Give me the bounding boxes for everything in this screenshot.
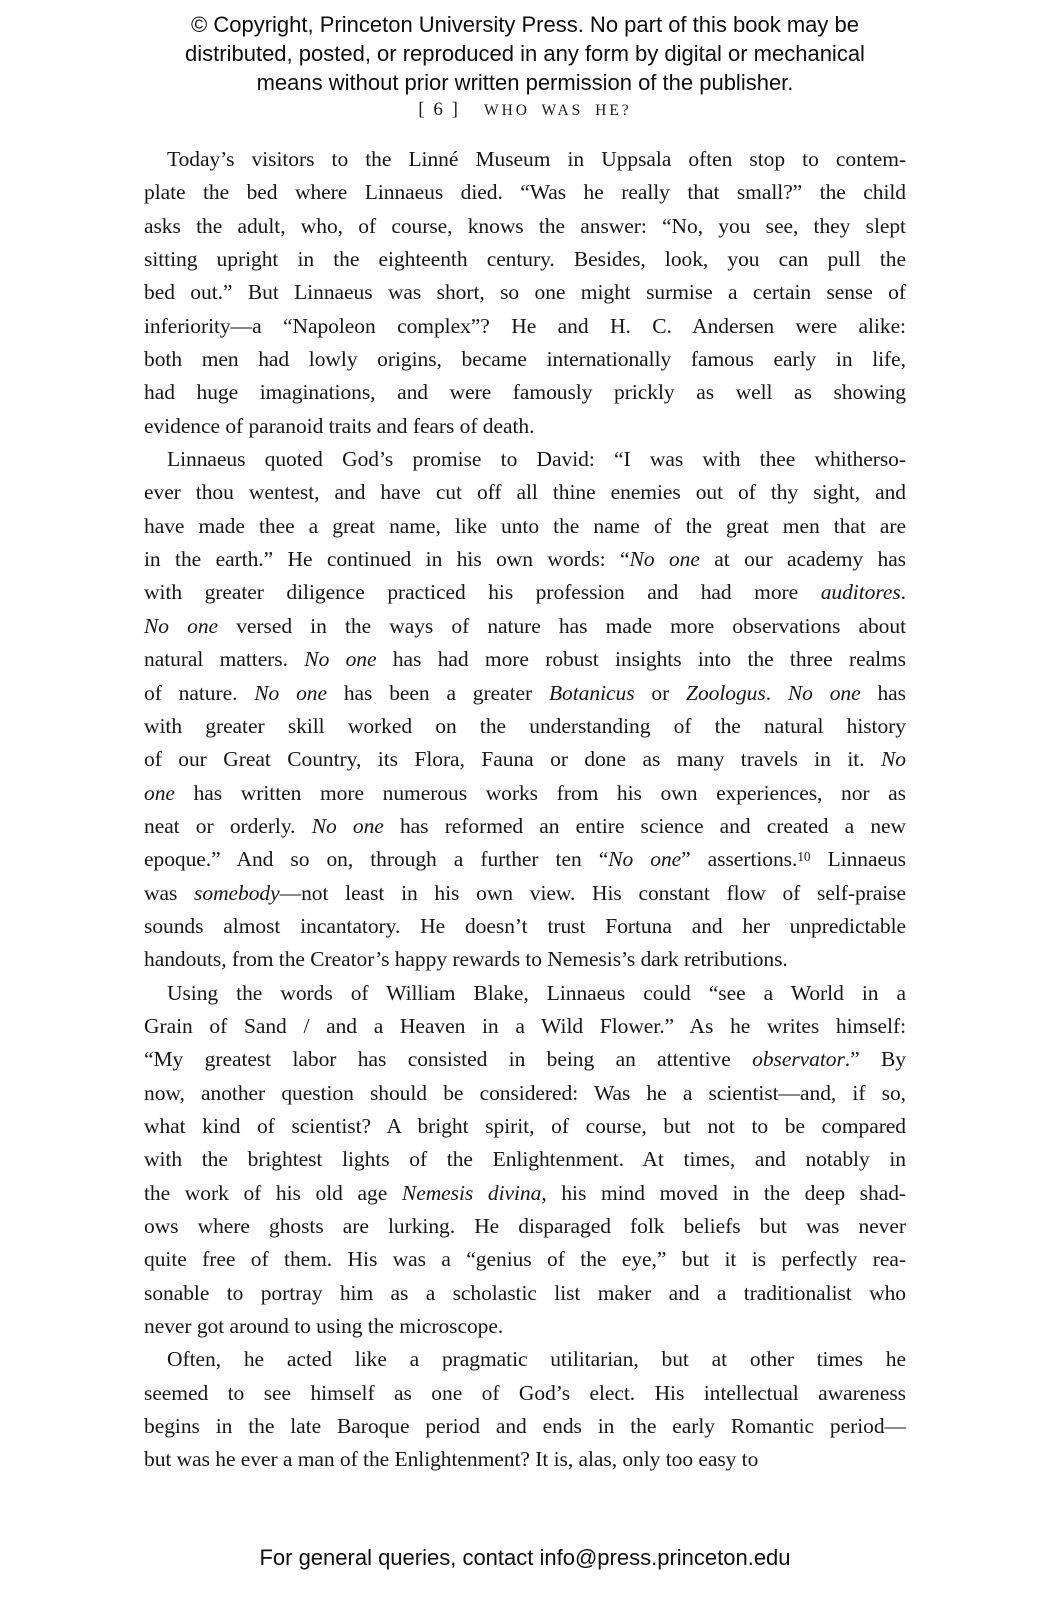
- body-line: never got around to using the microscope.: [144, 1314, 504, 1339]
- body-line: asks the adult, who, of course, knows the answer: “No, you see, they slept: [144, 213, 906, 238]
- body-line: ever thou wentest, and have cut off all thine enemies out of thy sight, and: [144, 480, 906, 505]
- body-line: what kind of scientist? A bright spirit, of course, but not to be compared: [144, 1113, 906, 1138]
- body-line: sitting upright in the eighteenth century. Besides, look, you can pull the: [144, 247, 906, 272]
- body-line: bed out.” But Linnaeus was short, so one might surmise a certain sense of: [144, 280, 906, 305]
- body-line: have made thee a great name, like unto the name of the great men that are: [144, 513, 906, 538]
- body-line: both men had lowly origins, became internationally famous early in life,: [144, 347, 906, 372]
- paragraph: [144, 1343, 906, 1476]
- body-line: plate the bed where Linnaeus died. “Was he really that small?” the child: [144, 180, 906, 205]
- body-line: of our Great Country, its Flora, Fauna or done as many travels in it. No: [144, 747, 906, 772]
- footer-queries: For general queries, contact info@press.princeton.edu: [259, 1545, 791, 1570]
- body-line: was somebody—not least in his own view. His constant flow of self-praise: [144, 880, 906, 905]
- body-line: begins in the late Baroque period and ends in the early Romantic period—: [144, 1414, 906, 1439]
- body-line: inferiority—a “Napoleon complex”? He and H. C. Andersen were alike:: [144, 313, 906, 338]
- body-line: one has written more numerous works from his own experiences, nor as: [144, 780, 906, 805]
- paragraph: [144, 977, 906, 1344]
- copyright-line: © Copyright, Princeton University Press. No part of this book may be: [191, 12, 859, 37]
- body-line: Grain of Sand / and a Heaven in a Wild Flower.” As he writes himself:: [144, 1013, 906, 1038]
- body-line: with the brightest lights of the Enlightenment. At times, and notably in: [144, 1147, 906, 1172]
- body-line: quite free of them. His was a “genius of the eye,” but it is perfectly rea-: [144, 1247, 906, 1272]
- body-line: Linnaeus quoted God’s promise to David: “I was with thee whitherso-: [167, 447, 906, 472]
- running-head: [0, 99, 1050, 121]
- paragraph: [144, 143, 906, 443]
- body-line: sounds almost incantatory. He doesn’t trust Fortuna and her unpredictable: [144, 913, 906, 938]
- paragraph: [144, 443, 906, 977]
- body-line: Using the words of William Blake, Linnaeus could “see a World in a: [167, 980, 906, 1005]
- copyright-line: means without prior written permission of the publisher.: [256, 70, 794, 95]
- body-line: natural matters. No one has had more robust insights into the three realms: [144, 647, 906, 672]
- body-line: evidence of paranoid traits and fears of death.: [144, 413, 535, 438]
- body-line: Today’s visitors to the Linné Museum in Uppsala often stop to contem-: [167, 147, 906, 171]
- body-line: now, another question should be considered: Was he a scientist—and, if so,: [144, 1080, 906, 1105]
- body-line: ows where ghosts are lurking. He disparaged folk beliefs but was never: [144, 1214, 906, 1238]
- body-line: the work of his old age Nemesis divina, his mind moved in the deep shad-: [144, 1180, 907, 1205]
- body-line: of nature. No one has been a greater Botanicus or Zoologus. No one has: [144, 680, 906, 705]
- body-line: No one versed in the ways of nature has made more observations about: [144, 613, 906, 638]
- body-line: Often, he acted like a pragmatic utilitarian, but at other times he: [167, 1347, 906, 1372]
- body-line: with greater diligence practiced his profession and had more auditores.: [144, 580, 906, 605]
- body-text: [144, 143, 906, 1477]
- body-line: handouts, from the Creator’s happy rewards to Nemesis’s dark retributions.: [144, 947, 788, 972]
- body-line: had huge imaginations, and were famously prickly as well as showing: [144, 380, 906, 405]
- body-line: “My greatest labor has consisted in being an attentive observator.” By: [144, 1047, 906, 1072]
- chapter-title: WHO WAS HE?: [483, 102, 632, 119]
- body-line: epoque.” And so on, through a further ten “No one” assertions.$^{10}$ Linnaeus: [144, 847, 907, 872]
- copyright-notice: [0, 10, 1050, 97]
- body-line: with greater skill worked on the understanding of the natural history: [144, 713, 906, 738]
- body-line: neat or orderly. No one has reformed an entire science and created a new: [144, 813, 906, 838]
- body-line: but was he ever a man of the Enlightenment? It is, alas, only too easy to: [144, 1447, 759, 1472]
- body-line: in the earth.” He continued in his own words: “No one at our academy has: [144, 547, 907, 572]
- body-line: seemed to see himself as one of God’s elect. His intellectual awareness: [144, 1380, 906, 1405]
- copyright-line: distributed, posted, or reproduced in any form by digital or mechanical: [185, 41, 865, 66]
- body-line: sonable to portray him as a scholastic list maker and a traditionalist who: [144, 1280, 906, 1305]
- page-number: [ 6 ]: [418, 99, 460, 120]
